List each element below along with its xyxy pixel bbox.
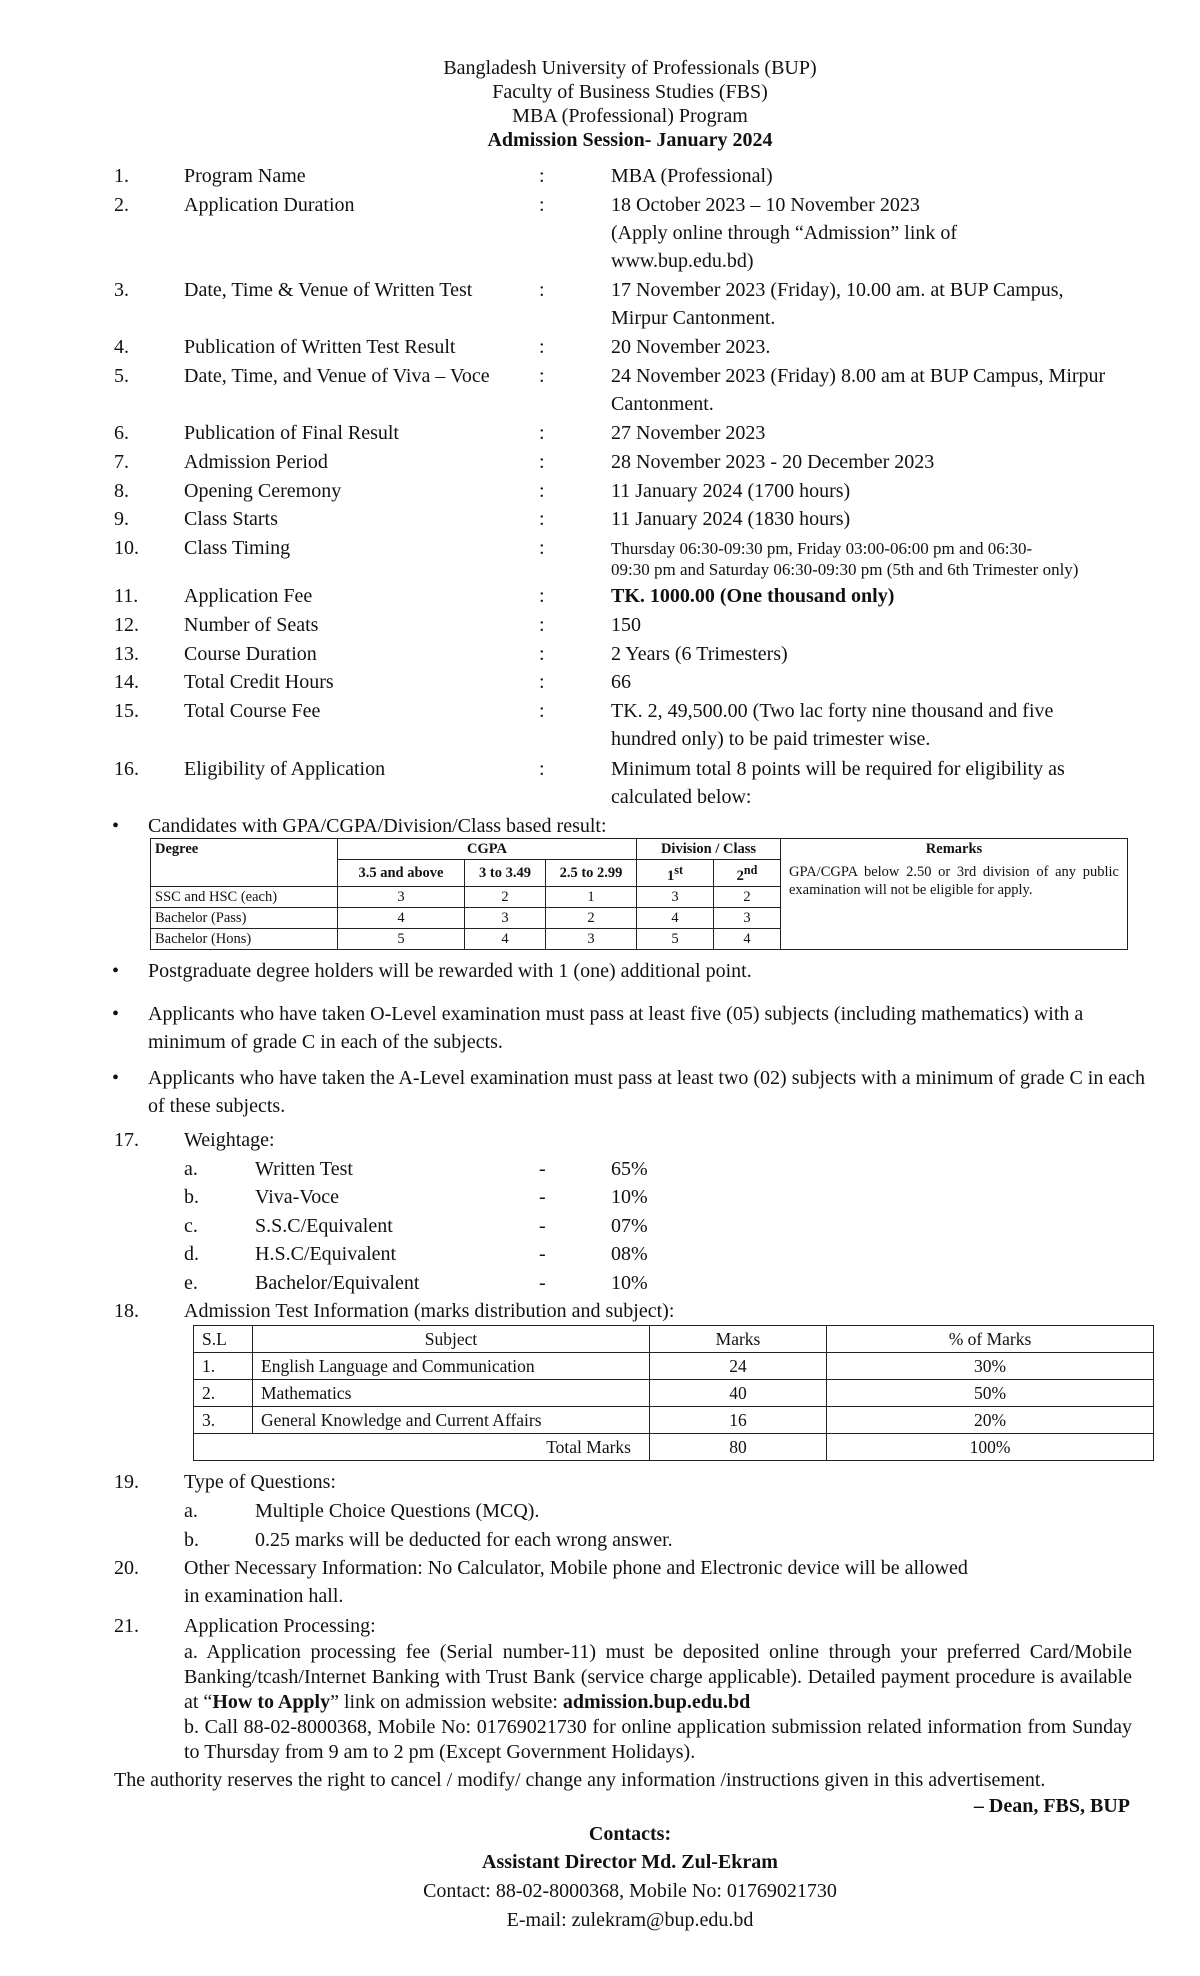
row-value: 10%	[611, 1186, 648, 1208]
item-number: 2.	[114, 194, 129, 216]
item-value: 27 November 2023	[611, 422, 766, 444]
item-colon: :	[539, 758, 545, 780]
bullet-icon: •	[112, 815, 120, 837]
degree-cell: Bachelor (Hons)	[151, 928, 338, 949]
points-cell: 1	[546, 886, 637, 907]
item-value	[611, 191, 1171, 275]
value-line: 17 November 2023 (Friday), 10.00 am. at BUP Campus,	[611, 279, 1064, 301]
processing-paragraph-b: b. Call 88-02-8000368, Mobile No: 01769021730 for online application submission related information from Sunday to Thursday from 9 am to 2 pm (Except Government Holidays).	[184, 1716, 1132, 1763]
admission-website-link[interactable]: admission.bup.edu.bd	[562, 1691, 751, 1713]
item-colon: :	[539, 279, 545, 301]
item-number: 5.	[114, 365, 129, 387]
session-title: Admission Session- January 2024	[487, 129, 773, 151]
header-sl: S.L	[194, 1326, 253, 1353]
item-colon: :	[539, 422, 545, 444]
item-number: 18.	[114, 1300, 139, 1322]
remarks-cell: GPA/CGPA below 2.50 or 3rd division of any public examination will not be eligible for apply.	[781, 860, 1128, 950]
item-value: 11 January 2024 (1700 hours)	[611, 480, 851, 502]
item-label: Number of Seats	[184, 614, 319, 636]
item-label: Date, Time, and Venue of Viva – Voce	[184, 365, 490, 387]
university-name: Bangladesh University of Professionals (BUP)	[443, 57, 817, 79]
info-line: Other Necessary Information: No Calculator, Mobile phone and Electronic device will be allowed	[184, 1557, 968, 1579]
row-label: Bachelor/Equivalent	[255, 1272, 420, 1294]
sl-cell: 2.	[194, 1380, 253, 1407]
points-cell: 3	[637, 886, 714, 907]
how-to-apply-link[interactable]: How to Apply	[212, 1691, 331, 1713]
item-label	[184, 1554, 1134, 1610]
marks-cell: 40	[650, 1380, 827, 1407]
points-cell: 2	[714, 886, 781, 907]
row-letter: e.	[184, 1272, 198, 1294]
contact-name: Assistant Director Md. Zul-Ekram	[482, 1851, 778, 1873]
item-value: 11 January 2024 (1830 hours)	[611, 508, 851, 530]
row-value: 07%	[611, 1215, 648, 1237]
item-label: Admission Period	[184, 451, 328, 473]
item-colon: :	[539, 643, 545, 665]
value-line: Minimum total 8 points will be required for eligibility as	[611, 758, 1065, 780]
item-label: Eligibility of Application	[184, 758, 386, 780]
value-line: 09:30 pm and Saturday 06:30-09:30 pm (5th and 6th Trimester only)	[611, 560, 1079, 579]
sl-cell: 3.	[194, 1407, 253, 1434]
item-colon: :	[539, 614, 545, 636]
item-number: 13.	[114, 643, 139, 665]
item-label: Application Processing:	[184, 1615, 376, 1637]
marks-distribution-table	[193, 1325, 1154, 1461]
total-percent: 100%	[827, 1434, 1154, 1461]
faculty-name: Faculty of Business Studies (FBS)	[492, 81, 768, 103]
division-number: 2	[736, 867, 744, 884]
header-first-division	[637, 860, 714, 887]
table-row	[194, 1407, 1154, 1434]
degree-cell: SSC and HSC (each)	[151, 886, 338, 907]
header-cgpa-high: 3.5 and above	[338, 860, 465, 887]
item-value	[611, 697, 1171, 753]
marks-cell: 24	[650, 1353, 827, 1380]
division-number: 1	[667, 867, 675, 884]
item-colon: :	[539, 194, 545, 216]
gpa-eligibility-table	[150, 838, 1128, 950]
item-colon: :	[539, 671, 545, 693]
website-link[interactable]: www.bup.edu.bd)	[611, 250, 754, 272]
table-row	[194, 1380, 1154, 1407]
item-number: 12.	[114, 614, 139, 636]
marks-cell: 16	[650, 1407, 827, 1434]
item-colon: :	[539, 480, 545, 502]
bullet-icon: •	[112, 1003, 120, 1025]
item-colon: :	[539, 336, 545, 358]
header-division: Division / Class	[637, 839, 781, 860]
percent-cell: 50%	[827, 1380, 1154, 1407]
info-line: in examination hall.	[184, 1585, 344, 1607]
points-cell: 5	[637, 928, 714, 949]
item-value	[611, 362, 1171, 418]
item-number: 14.	[114, 671, 139, 693]
row-label: S.S.C/Equivalent	[255, 1215, 393, 1237]
header-second-division	[714, 860, 781, 887]
item-number: 3.	[114, 279, 129, 301]
value-line: Thursday 06:30-09:30 pm, Friday 03:00-06:00 pm and 06:30-	[611, 539, 1033, 558]
points-cell: 5	[338, 928, 465, 949]
item-label: Program Name	[184, 165, 306, 187]
contact-phone: Contact: 88-02-8000368, Mobile No: 01769021730	[423, 1880, 837, 1902]
item-colon: :	[539, 700, 545, 722]
value-line: Cantonment.	[611, 393, 714, 415]
row-dash: -	[539, 1158, 546, 1180]
points-cell: 3	[714, 907, 781, 928]
item-number: 17.	[114, 1129, 139, 1151]
value-line: hundred only) to be paid trimester wise.	[611, 728, 931, 750]
item-label: Date, Time & Venue of Written Test	[184, 279, 473, 301]
dean-signature: – Dean, FBS, BUP	[973, 1795, 1130, 1817]
item-label: Total Course Fee	[184, 700, 321, 722]
item-label: Type of Questions:	[184, 1471, 336, 1493]
disclaimer: The authority reserves the right to cancel / modify/ change any information /instructions given in this advertisement.	[114, 1769, 1046, 1791]
row-label: Multiple Choice Questions (MCQ).	[255, 1500, 540, 1522]
header-cgpa: CGPA	[338, 839, 637, 860]
points-cell: 2	[546, 907, 637, 928]
item-number: 8.	[114, 480, 129, 502]
row-label: H.S.C/Equivalent	[255, 1243, 397, 1265]
item-number: 7.	[114, 451, 129, 473]
processing-text: a. Application processing fee (Serial number-11) must be deposited online through your preferred Card/Mobile Banking/tcash/Internet Banking with Trust Bank (service charge applicable). Detailed payment procedure is available at “	[184, 1641, 1132, 1713]
item-number: 11.	[114, 585, 139, 607]
subject-cell: English Language and Communication	[253, 1353, 650, 1380]
points-cell: 4	[637, 907, 714, 928]
header-remarks: Remarks	[781, 839, 1128, 860]
item-value	[611, 538, 1200, 580]
item-number: 19.	[114, 1471, 139, 1493]
item-label: Course Duration	[184, 643, 317, 665]
table-row	[194, 1353, 1154, 1380]
item-number: 21.	[114, 1615, 139, 1637]
total-marks: 80	[650, 1434, 827, 1461]
item-value: 2 Years (6 Trimesters)	[611, 643, 788, 665]
header-degree: Degree	[151, 839, 338, 887]
points-cell: 3	[546, 928, 637, 949]
item-label: Application Fee	[184, 585, 313, 607]
item-number: 15.	[114, 700, 139, 722]
processing-text: ” link on admission website:	[330, 1691, 563, 1713]
header-percent: % of Marks	[827, 1326, 1154, 1353]
item-colon: :	[539, 508, 545, 530]
item-number: 10.	[114, 537, 139, 559]
sl-cell: 1.	[194, 1353, 253, 1380]
row-label: 0.25 marks will be deducted for each wrong answer.	[255, 1529, 673, 1551]
item-label: Publication of Written Test Result	[184, 336, 456, 358]
item-label: Total Credit Hours	[184, 671, 334, 693]
bullet-icon: •	[112, 960, 120, 982]
row-dash: -	[539, 1186, 546, 1208]
header-cgpa-low: 2.5 to 2.99	[546, 860, 637, 887]
table-header-row	[194, 1326, 1154, 1353]
value-line: 24 November 2023 (Friday) 8.00 am at BUP Campus, Mirpur	[611, 365, 1106, 387]
row-letter: b.	[184, 1186, 199, 1208]
item-value	[611, 276, 1171, 332]
header-subject: Subject	[253, 1326, 650, 1353]
contact-email[interactable]: E-mail: zulekram@bup.edu.bd	[506, 1909, 754, 1931]
item-number: 1.	[114, 165, 129, 187]
bullet-icon: •	[112, 1067, 120, 1089]
value-line: calculated below:	[611, 786, 752, 808]
table-header-row	[151, 839, 1128, 860]
points-cell: 3	[465, 907, 546, 928]
row-letter: c.	[184, 1215, 198, 1237]
item-number: 4.	[114, 336, 129, 358]
row-letter: b.	[184, 1529, 199, 1551]
row-dash: -	[539, 1215, 546, 1237]
item-number: 9.	[114, 508, 129, 530]
item-value: 66	[611, 671, 631, 693]
header-marks: Marks	[650, 1326, 827, 1353]
row-letter: a.	[184, 1158, 198, 1180]
item-label: Class Starts	[184, 508, 278, 530]
points-cell: 4	[465, 928, 546, 949]
contacts-title: Contacts:	[588, 1823, 672, 1845]
item-colon: :	[539, 537, 545, 559]
bullet-text: Postgraduate degree holders will be rewarded with 1 (one) additional point.	[148, 960, 752, 982]
item-value: 20 November 2023.	[611, 336, 771, 358]
item-number: 20.	[114, 1557, 139, 1579]
program-name: MBA (Professional) Program	[512, 105, 748, 127]
degree-cell: Bachelor (Pass)	[151, 907, 338, 928]
value-line: (Apply online through “Admission” link of	[611, 222, 958, 244]
row-dash: -	[539, 1243, 546, 1265]
row-value: 10%	[611, 1272, 648, 1294]
item-number: 16.	[114, 758, 139, 780]
item-number: 6.	[114, 422, 129, 444]
row-value: 08%	[611, 1243, 648, 1265]
total-label: Total Marks	[194, 1434, 650, 1461]
processing-paragraph-a	[184, 1640, 1132, 1715]
points-cell: 4	[338, 907, 465, 928]
item-label: Publication of Final Result	[184, 422, 399, 444]
item-colon: :	[539, 165, 545, 187]
bullet-text: Applicants who have taken the A-Level examination must pass at least two (02) subjects with a minimum of grade C in each of these subjects.	[148, 1067, 1145, 1117]
item-colon: :	[539, 451, 545, 473]
ordinal-suffix: nd	[743, 863, 758, 877]
value-line: TK. 2, 49,500.00 (Two lac forty nine thousand and five	[611, 700, 1054, 722]
item-colon: :	[539, 585, 545, 607]
item-label: Application Duration	[184, 194, 355, 216]
item-value: MBA (Professional)	[611, 165, 773, 187]
row-value: 65%	[611, 1158, 648, 1180]
row-dash: -	[539, 1272, 546, 1294]
row-label: Viva-Voce	[255, 1186, 339, 1208]
item-label: Opening Ceremony	[184, 480, 342, 502]
points-cell: 4	[714, 928, 781, 949]
ordinal-suffix: st	[674, 863, 683, 877]
item-colon: :	[539, 365, 545, 387]
notice-header	[0, 56, 1200, 152]
table-total-row	[194, 1434, 1154, 1461]
points-cell: 2	[465, 886, 546, 907]
bullet-text: Candidates with GPA/CGPA/Division/Class based result:	[148, 815, 607, 837]
item-value: 150	[611, 614, 641, 636]
item-value	[611, 755, 1171, 811]
points-cell: 3	[338, 886, 465, 907]
row-label: Written Test	[255, 1158, 353, 1180]
item-label: Weightage:	[184, 1129, 275, 1151]
subject-cell: Mathematics	[253, 1380, 650, 1407]
row-letter: a.	[184, 1500, 198, 1522]
item-value: 28 November 2023 - 20 December 2023	[611, 451, 935, 473]
item-label: Class Timing	[184, 537, 291, 559]
percent-cell: 30%	[827, 1353, 1154, 1380]
value-line: 18 October 2023 – 10 November 2023	[611, 194, 920, 216]
item-label: Admission Test Information (marks distribution and subject):	[184, 1300, 675, 1322]
percent-cell: 20%	[827, 1407, 1154, 1434]
item-value: TK. 1000.00 (One thousand only)	[611, 585, 895, 607]
bullet-text: Applicants who have taken O-Level examination must pass at least five (05) subjects (including mathematics) with a minimum of grade C in each of the subjects.	[148, 1003, 1084, 1053]
row-letter: d.	[184, 1243, 199, 1265]
subject-cell: General Knowledge and Current Affairs	[253, 1407, 650, 1434]
value-line: Mirpur Cantonment.	[611, 307, 776, 329]
header-cgpa-mid: 3 to 3.49	[465, 860, 546, 887]
